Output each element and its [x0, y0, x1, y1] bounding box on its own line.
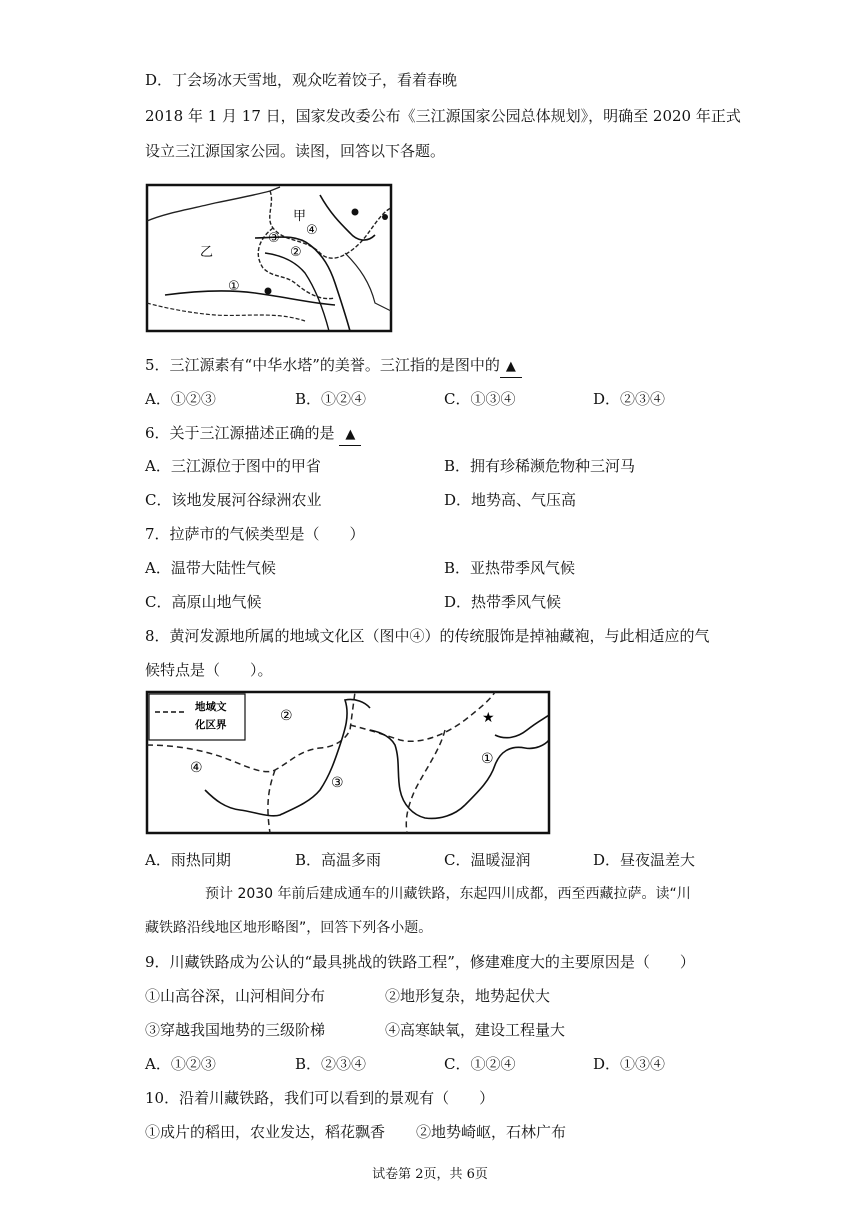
q5-option-c: C．①③④: [444, 390, 516, 408]
q6-option-d: D．地势高、气压高: [444, 491, 577, 509]
q9-statement-2: ②地形复杂，地势起伏大: [385, 987, 551, 1005]
q5-option-a: A．①②③: [145, 390, 216, 408]
map2-legend-line2: 化区界: [195, 719, 227, 731]
intro2-line1: 预计 2030 年前后建成通车的川藏铁路，东起四川成都，西至西藏拉萨。读“川: [205, 886, 691, 902]
map1-marker-1: ①: [228, 279, 240, 294]
q9-statement-4: ④高寒缺氧，建设工程量大: [385, 1021, 566, 1039]
q7-option-a: A．温带大陆性气候: [145, 559, 276, 577]
q8-stem-line1: 8．黄河发源地所属的地域文化区（图中④）的传统服饰是掉袖藏袍，与此相适应的气: [145, 627, 710, 645]
q8-option-a: A．雨热同期: [145, 851, 231, 869]
map2-marker-4: ④: [190, 760, 203, 776]
intro-text-line1: 2018 年 1 月 17 日，国家发改委公布《三江源国家公园总体规划》，明确至 2020 年正式: [145, 107, 741, 125]
map2-marker-1: ①: [481, 751, 494, 767]
q9-option-a: A．①②③: [145, 1055, 216, 1073]
q10-statement-1: ①成片的稻田，农业发达，稻花飘香: [145, 1123, 386, 1141]
q6-answer-blank: ▲: [339, 423, 361, 446]
intro2-line2: 藏铁路沿线地区地形略图”，回答下列各小题。: [145, 920, 433, 936]
map2-marker-2: ②: [280, 708, 293, 724]
q9-statement-3: ③穿越我国地势的三级阶梯: [145, 1021, 326, 1039]
intro-text-line2: 设立三江源国家公园。读图，回答以下各题。: [145, 142, 446, 160]
q6-option-b: B．拥有珍稀濒危物种三河马: [444, 457, 636, 475]
q5-option-d: D．②③④: [593, 390, 666, 408]
map2-star: ★: [482, 710, 495, 726]
q5-stem: 5．三江源素有“中华水塔”的美誉。三江指的是图中的 ▲: [145, 355, 522, 378]
q7-stem: 7．拉萨市的气候类型是（ ）: [145, 525, 365, 543]
q8-option-b: B．高温多雨: [295, 851, 382, 869]
map1-label-yi: 乙: [200, 245, 214, 260]
q10-stem: 10．沿着川藏铁路，我们可以看到的景观有（ ）: [145, 1089, 495, 1107]
map2-marker-3: ③: [331, 775, 344, 791]
q5-option-b: B．①②④: [295, 390, 367, 408]
map1-label-jia: 甲: [293, 209, 307, 224]
q9-statement-1: ①山高谷深，山河相间分布: [145, 987, 326, 1005]
q9-stem: 9．川藏铁路成为公认的“最具挑战的铁路工程”，修建难度大的主要原因是（ ）: [145, 953, 695, 971]
q6-option-c: C．该地发展河谷绿洲农业: [145, 491, 322, 509]
map1-marker-2: ②: [290, 245, 302, 260]
q5-answer-blank: ▲: [500, 355, 522, 378]
q10-statement-2: ②地势崎岖，石林广布: [416, 1123, 567, 1141]
map2-legend-line1: 地域文: [195, 701, 227, 713]
q7-option-d: D．热带季风气候: [444, 593, 562, 611]
sanjiangyuan-map: [145, 183, 393, 333]
q9-option-b: B．②③④: [295, 1055, 367, 1073]
map1-marker-4: ④: [306, 223, 318, 238]
q8-stem-line2: 候特点是（ ）。: [145, 661, 273, 679]
q8-option-d: D．昼夜温差大: [593, 851, 696, 869]
map1-marker-3: ③: [268, 231, 280, 246]
q9-option-c: C．①②④: [444, 1055, 516, 1073]
cultural-region-map: [145, 690, 551, 835]
q7-option-c: C．高原山地气候: [145, 593, 262, 611]
q8-option-c: C．温暖湿润: [444, 851, 531, 869]
q9-option-d: D．①③④: [593, 1055, 666, 1073]
q6-stem: 6．关于三江源描述正确的是 ▲: [145, 423, 361, 446]
page-footer: 试卷第 2页，共 6页: [372, 1167, 488, 1182]
q7-option-b: B．亚热带季风气候: [444, 559, 576, 577]
q6-option-a: A．三江源位于图中的甲省: [145, 457, 321, 475]
option-d-previous: D．丁会场冰天雪地，观众吃着饺子，看着春晚: [145, 71, 458, 89]
